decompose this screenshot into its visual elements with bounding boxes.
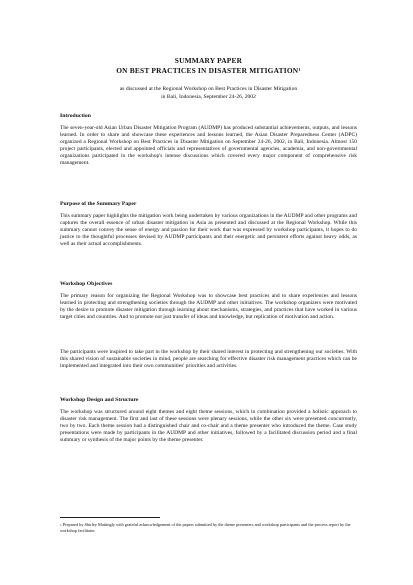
title-line-1: SUMMARY PAPER — [174, 56, 243, 65]
footnote — [60, 522, 360, 534]
title-footnote-mark: 1 — [298, 67, 301, 72]
title-line-2 — [60, 66, 357, 76]
subtitle-line-1: as discussed at the Regional Workshop on Best Practices in Disaster Mitigation — [119, 86, 298, 92]
title-line-2-text: ON BEST PRACTICES IN DISASTER MITIGATION — [116, 66, 299, 75]
footnote-separator — [60, 517, 160, 518]
purpose-paragraph: This summary paper highlights the mitigation work being undertaken by various organizations in the AUDMP and other programs and captures the overall essence of urban disaster mitigation in Asia as presented and discussed at the Regional Workshop. While this summary cannot convey the sense of energy and passion for their work that was expressed by workshop participants, it hopes to do justice to the thoughtful processes devised by AUDMP participants and their energetic and persistent efforts against heavy odds, as well as their actual accomplishments. — [60, 213, 357, 248]
objectives-paragraph-2: The participants were inspired to take part in the workshop by their shared interest in protecting and strengthening our societies. With this shared vision of sustainable societies in mind, people are searching for effective disaster risk management practices which can be implemented and integrated into their own communities' priorities and activities. — [60, 349, 357, 370]
document-title — [60, 56, 357, 76]
design-paragraph: The workshop was structured around eight themes and eight theme sessions, which in combination provided a holistic approach to disaster risk management. The first and last of these sessions were plenary sessions, while the other six were presented concurrently, two by two. Each theme session had a distinguished chair and co-chair and a theme presenter who introduced the theme. Case study presentations were made by participants in the AUDMP and other initiatives, followed by a facilitated discussion period and a final summary or synthesis of the major points by the theme presenter. — [60, 409, 357, 444]
document-subtitle — [60, 86, 357, 101]
footnote-mark: 1 — [60, 523, 62, 527]
section-heading-introduction: Introduction — [60, 113, 91, 119]
footnote-text: Prepared by Shirley Mattingly with grateful acknowledgement of the papers submitted by the theme presenters and workshop participants and the process report by the workshop facilitator. — [60, 522, 351, 533]
section-heading-design: Workshop Design and Structure — [60, 397, 139, 403]
objectives-paragraph-1: The primary reason for organizing the Regional Workshop was to showcase best practices and to share experiences and lessons learned in protecting and strengthening societies through the AUDMP and other initiatives. The workshop organizers were motivated by the desire to promote disaster mitigation through learning about mechanisms, strategies, and practices that have worked in various target cities and countries. And to promote not just transfer of ideas and knowledge, but replication of motivation and action. — [60, 293, 357, 321]
section-heading-purpose: Purpose of the Summary Paper — [60, 201, 137, 207]
section-heading-objectives: Workshop Objectives — [60, 281, 113, 287]
introduction-paragraph: The seven-year-old Asian Urban Disaster Mitigation Program (AUDMP) has produced substantial achievements, outputs, and lessons learned. In order to share and showcase these experiences and lessons learned, the Asian Disaster Preparedness Center (ADPC) organized a Regional Workshop on Best Practices in Disaster Mitigation on September 24-26, 2002, in Bali, Indonesia. Almost 150 project participants, elected and appointed officials and representatives of governmental agencies, academia, and non-governmental organizations participated in the workshop's intense discussions which covered every major component of comprehensive risk management. — [60, 125, 357, 167]
subtitle-line-2: in Bali, Indonesia, September 24-26, 2002 — [161, 93, 256, 100]
